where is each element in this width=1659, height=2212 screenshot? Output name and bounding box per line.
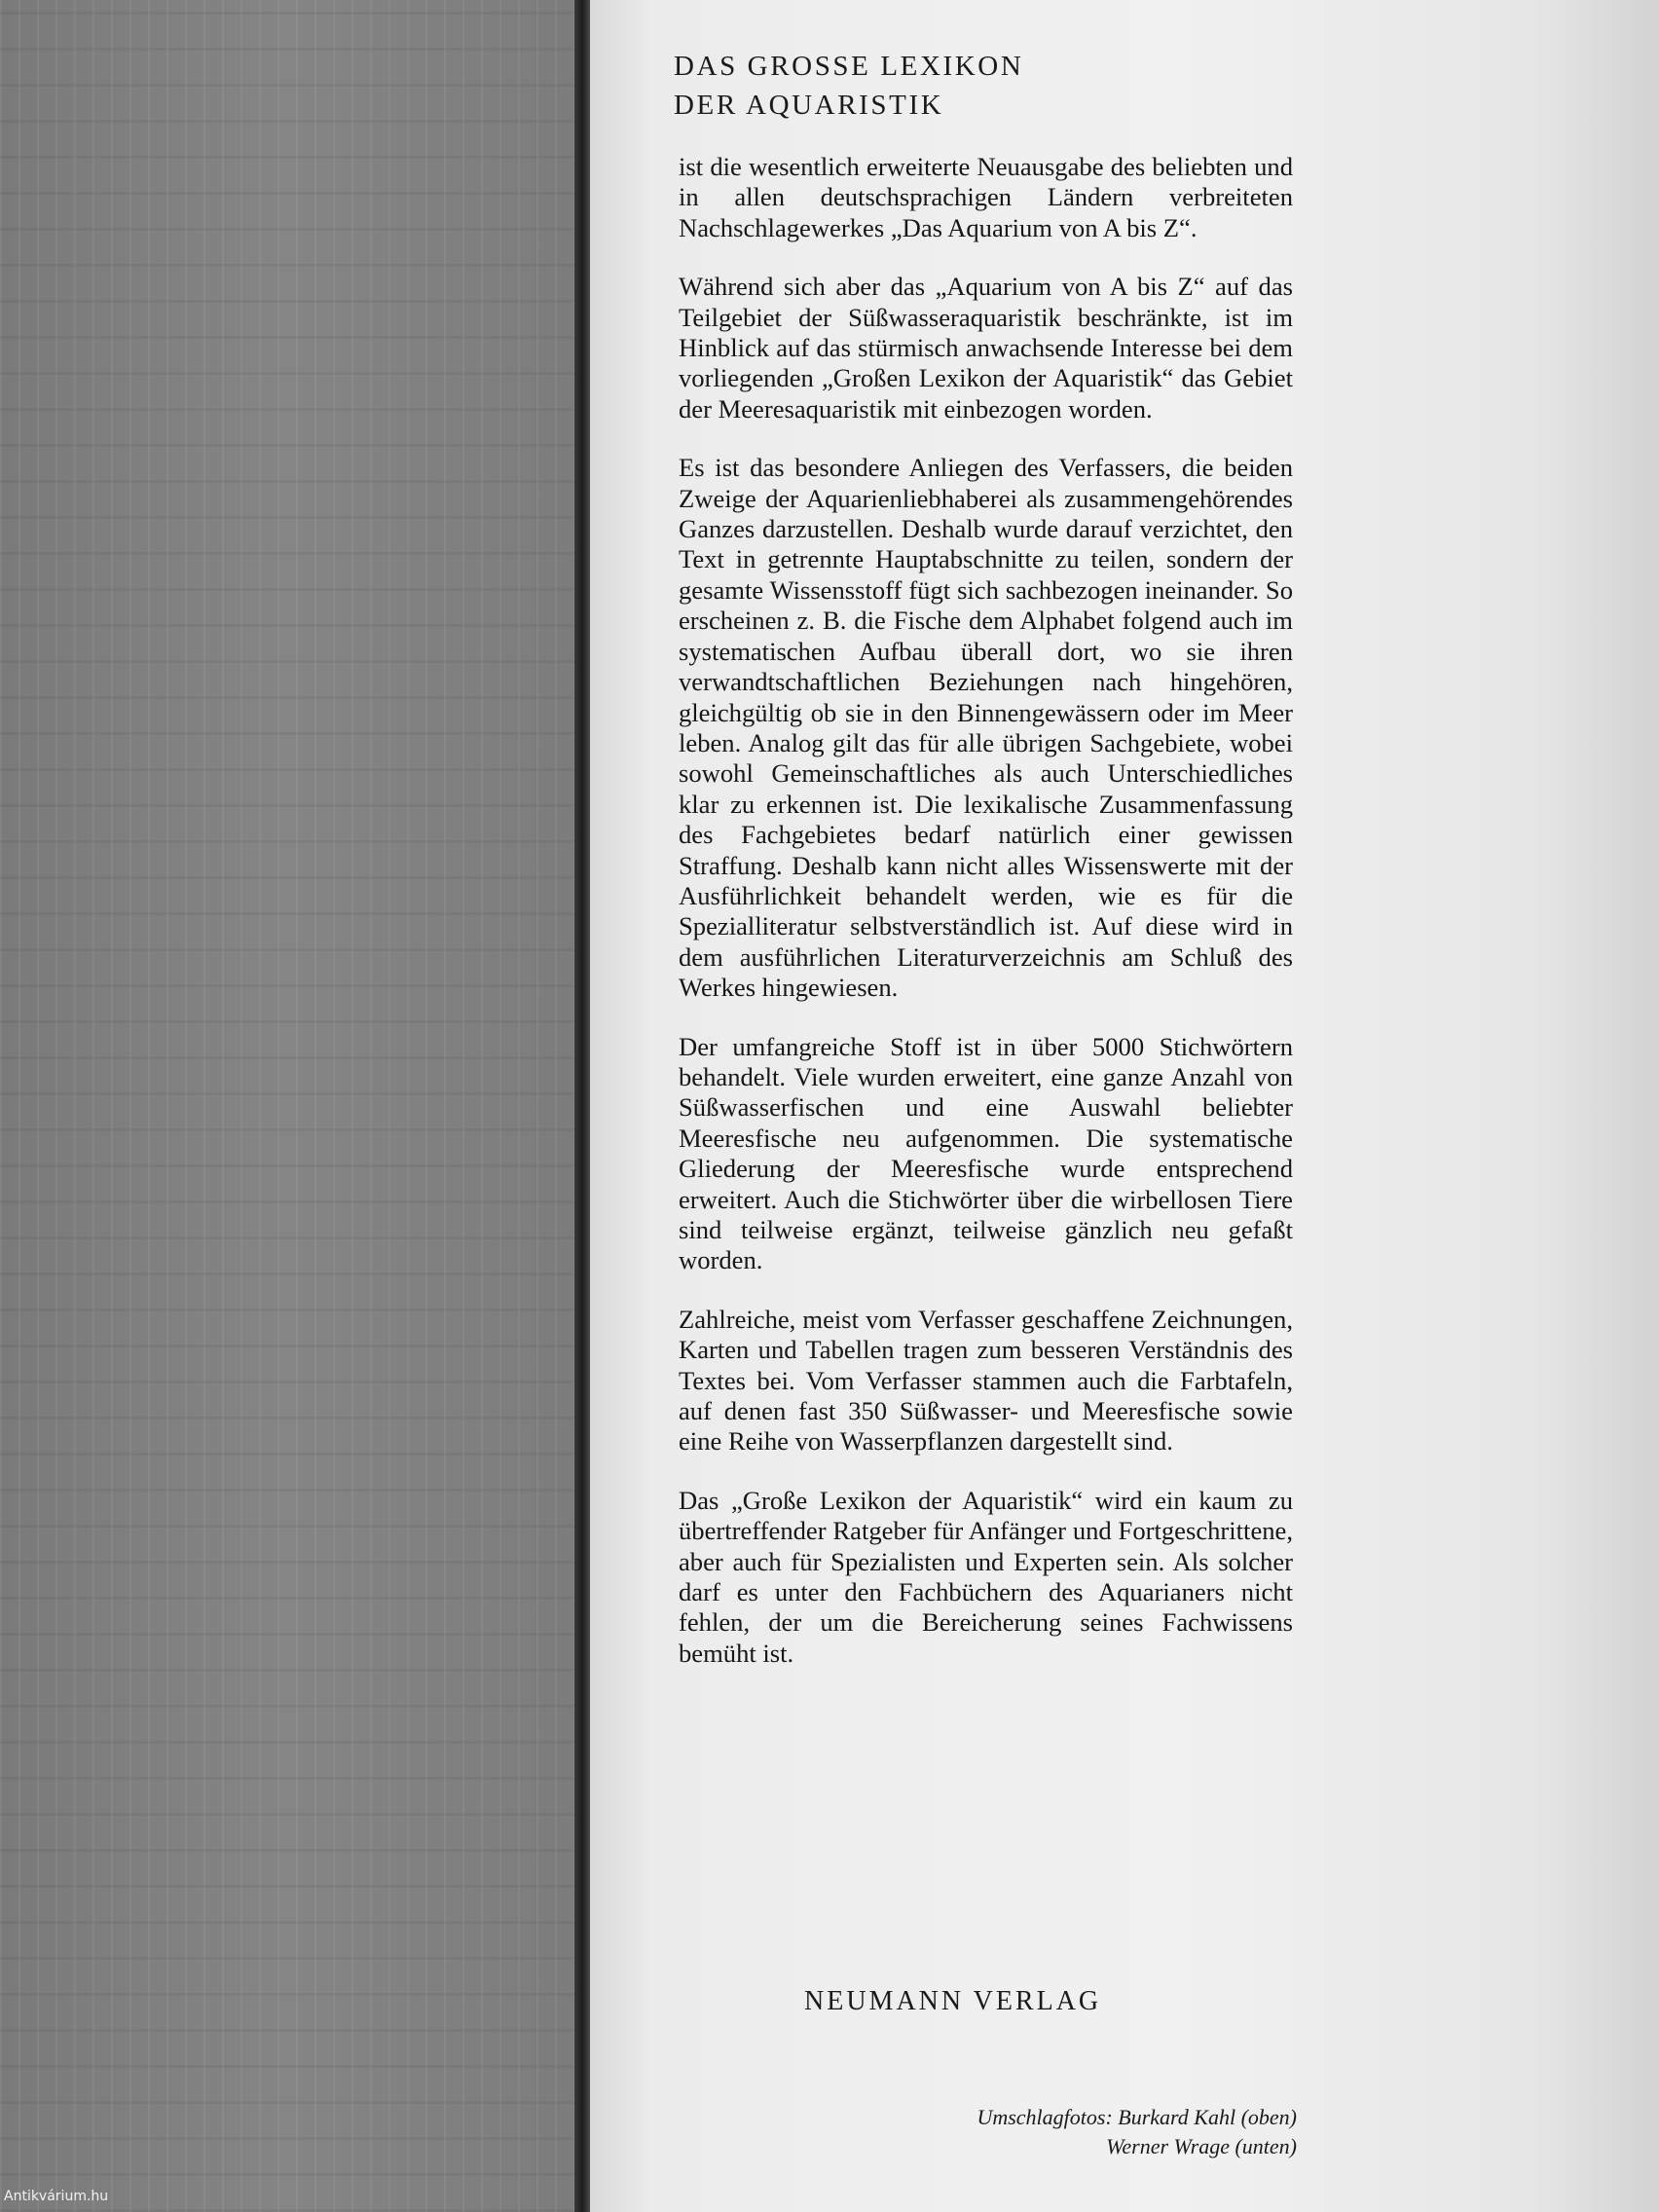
paragraph-conclusion: Das „Große Lexikon der Aquaristik“ wird ein kaum zu übertreffender Ratgeber für Anfänger und Fortgeschrittene, aber auch für Spezialisten und Experten sein. Als solcher darf es unter den Fachbüchern des Aquarianers nicht fehlen, der um die Bereicherung seines Fachwissens bemüht ist. [679,1485,1293,1668]
paragraph-intro: ist die wesentlich erweiterte Neuausgabe des beliebten und in allen deutschsprachigen Ländern verbreiteten Nachschlagewerkes „Das Aquarium von A bis Z“. [679,152,1293,242]
paragraph-illustrations: Zahlreiche, meist vom Verfasser geschaffene Zeichnungen, Karten und Tabellen tragen zum besseren Verständnis des Textes bei. Vom Verfasser stammen auch die Farbtafeln, auf denen fast 350 Süßwasser- und Meeresfische sowie eine Reihe von Wasserpflanzen dargestellt sind. [679,1304,1293,1456]
photo-credit-line-2: Werner Wrage (unten) [1106,2134,1297,2158]
paragraph-content: Der umfangreiche Stoff ist in über 5000 Stichwörtern behandelt. Viele wurden erweitert, eine ganze Anzahl von Süßwasserfischen und eine Auswahl beliebter Meeresfische neu aufgenommen. Die systematische Gliederung der Meeresfische wurde entsprechend erweitert. Auch die Stichwörter über die wirbellosen Tiere sind teilweise ergänzt, teilweise gänzlich neu gefaßt worden. [679,1031,1293,1275]
photo-credit-line-1: Umschlagfotos: Burkard Kahl (oben) [977,2105,1297,2129]
flap-title [674,47,1023,125]
title-line-2: DER AQUARISTIK [674,90,944,121]
book-cover-background [0,0,574,2212]
flap-body-text [679,152,1293,1697]
title-line-1: DAS GROSSE LEXIKON [674,51,1024,82]
book-spine-shadow [574,0,590,2212]
photo-credits [876,2103,1297,2161]
publisher-name: NEUMANN VERLAG [804,1986,1102,2016]
watermark: Antikvárium.hu [4,2189,109,2204]
paragraph-scope: Während sich aber das „Aquarium von A bis Z“ auf das Teilgebiet der Süßwasseraquaristik beschränkte, ist im Hinblick auf das stürmisch anwachsende Interesse bei dem vorliegenden „Großen Lexikon der Aquaristik“ das Gebiet der Meeresaquaristik mit einbezogen worden. [679,272,1293,424]
paragraph-concept: Es ist das besondere Anliegen des Verfassers, die beiden Zweige der Aquarienliebhaberei als zusammengehörendes Ganzes darzustellen. Deshalb wurde darauf verzichtet, den Text in getrennte Hauptabschnitte zu teilen, sondern der gesamte Wissensstoff fügt sich sachbezogen ineinander. So erscheinen z. B. die Fische dem Alphabet folgend auch im systematischen Aufbau überall dort, wo sie ihren verwandtschaftlichen Beziehungen nach hingehören, gleichgültig ob sie in den Binnengewässern oder im Meer leben. Analog gilt das für alle übrigen Sachgebiete, wobei sowohl Gemeinschaftliches als auch Unterschiedliches klar zu erkennen ist. Die lexikalische Zusammenfassung des Fachgebietes bedarf natürlich einer gewissen Straffung. Deshalb kann nicht alles Wissenswerte mit der Ausführlichkeit behandelt werden, wie es für die Spezialliteratur selbstverständlich ist. Auf diese wird in dem ausführlichen Literaturverzeichnis am Schluß des Werkes hingewiesen. [679,453,1293,1003]
